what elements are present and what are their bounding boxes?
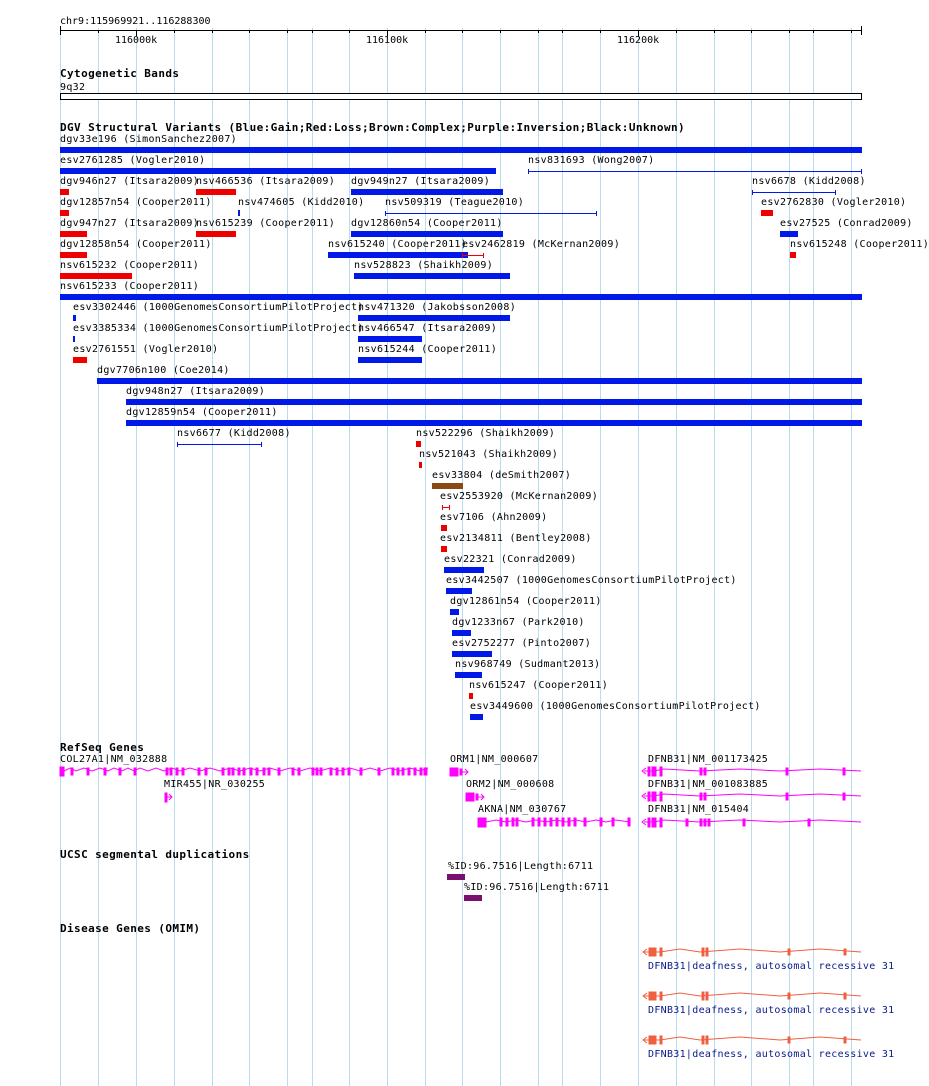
- dgv-feature-label[interactable]: esv33804 (deSmith2007): [432, 470, 572, 481]
- dgv-feature-bar[interactable]: [328, 252, 468, 258]
- dgv-feature-label[interactable]: dgv948n27 (Itsara2009): [126, 386, 266, 397]
- dgv-feature-bar[interactable]: [60, 210, 69, 216]
- dgv-feature-label[interactable]: esv22321 (Conrad2009): [444, 554, 577, 565]
- dgv-feature-bar[interactable]: [469, 693, 473, 699]
- refseq-track-title: RefSeq Genes: [60, 741, 145, 754]
- cytoband-ideogram[interactable]: [0, 92, 890, 104]
- dgv-feature-bar[interactable]: [351, 189, 503, 195]
- dgv-feature-label[interactable]: esv7106 (Ahn2009): [440, 512, 548, 523]
- gene-label[interactable]: MIR455|NR_030255: [164, 779, 266, 790]
- dgv-feature-label[interactable]: nsv615232 (Cooper2011): [60, 260, 200, 271]
- dgv-track-title: DGV Structural Variants (Blue:Gain;Red:Loss;Brown:Complex;Purple:Inversion;Black:Unknown): [60, 121, 686, 134]
- dgv-feature-label[interactable]: esv2462819 (McKernan2009): [462, 239, 621, 250]
- omim-label[interactable]: DFNB31|deafness, autosomal recessive 31: [648, 1005, 895, 1016]
- dgv-feature-bar[interactable]: [432, 483, 463, 489]
- dgv-feature-label[interactable]: nsv471320 (Jakobsson2008): [358, 302, 517, 313]
- dgv-feature-bar[interactable]: [452, 630, 471, 636]
- dgv-feature-label[interactable]: nsv615244 (Cooper2011): [358, 344, 498, 355]
- dgv-feature-label[interactable]: nsv615247 (Cooper2011): [469, 680, 609, 691]
- dgv-feature-label[interactable]: esv27525 (Conrad2009): [780, 218, 913, 229]
- dgv-feature-label[interactable]: esv2134811 (Bentley2008): [440, 533, 592, 544]
- dgv-feature-bar[interactable]: [60, 273, 132, 279]
- dgv-feature-label[interactable]: nsv615239 (Cooper2011): [196, 218, 336, 229]
- dgv-feature-bar[interactable]: [126, 420, 862, 426]
- dgv-feature-label[interactable]: dgv12860n54 (Cooper2011): [351, 218, 503, 229]
- segdup-label[interactable]: %ID:96.7516|Length:6711: [464, 882, 610, 893]
- dgv-feature-bar[interactable]: [73, 357, 87, 363]
- dgv-feature-bar[interactable]: [462, 253, 484, 258]
- dgv-feature-label[interactable]: dgv12857n54 (Cooper2011): [60, 197, 212, 208]
- dgv-feature-label[interactable]: dgv12858n54 (Cooper2011): [60, 239, 212, 250]
- dgv-feature-label[interactable]: nsv509319 (Teague2010): [385, 197, 525, 208]
- dgv-feature-bar[interactable]: [790, 252, 796, 258]
- dgv-feature-label[interactable]: dgv33e196 (SimonSanchez2007): [60, 134, 237, 145]
- dgv-feature-bar[interactable]: [60, 147, 862, 153]
- dgv-feature-bar[interactable]: [196, 189, 236, 195]
- ruler-tick-label: 116000k: [115, 35, 158, 46]
- segdup-track-title: UCSC segmental duplications: [60, 848, 250, 861]
- dgv-feature-label[interactable]: nsv466536 (Itsara2009): [196, 176, 336, 187]
- dgv-feature-bar[interactable]: [60, 294, 862, 300]
- dgv-feature-bar[interactable]: [419, 462, 422, 468]
- dgv-feature-bar[interactable]: [450, 609, 459, 615]
- dgv-feature-bar[interactable]: [73, 315, 76, 321]
- dgv-feature-bar[interactable]: [528, 169, 862, 174]
- dgv-feature-bar[interactable]: [441, 525, 447, 531]
- dgv-feature-bar[interactable]: [446, 588, 472, 594]
- dgv-feature-label[interactable]: dgv12861n54 (Cooper2011): [450, 596, 602, 607]
- dgv-feature-bar[interactable]: [358, 315, 510, 321]
- dgv-feature-label[interactable]: esv2761551 (Vogler2010): [73, 344, 219, 355]
- omim-label[interactable]: DFNB31|deafness, autosomal recessive 31: [648, 1049, 895, 1060]
- ruler-tick-label: 116100k: [366, 35, 409, 46]
- dgv-feature-label[interactable]: nsv615248 (Cooper2011): [790, 239, 929, 250]
- gene-label[interactable]: DFNB31|NM_001173425: [648, 754, 769, 765]
- ruler-tick-label: 116200k: [617, 35, 660, 46]
- dgv-feature-label[interactable]: nsv474605 (Kidd2010): [238, 197, 365, 208]
- dgv-feature-label[interactable]: esv3442507 (1000GenomesConsortiumPilotProject): [446, 575, 737, 586]
- segdup-bar[interactable]: [447, 874, 465, 880]
- gene-label[interactable]: COL27A1|NM_032888: [60, 754, 168, 765]
- gene-label[interactable]: ORM2|NM_000608: [466, 779, 555, 790]
- dgv-feature-bar[interactable]: [238, 210, 240, 216]
- dgv-feature-label[interactable]: nsv6677 (Kidd2008): [177, 428, 291, 439]
- dgv-feature-label[interactable]: nsv466547 (Itsara2009): [358, 323, 498, 334]
- dgv-feature-label[interactable]: nsv615233 (Cooper2011): [60, 281, 200, 292]
- dgv-feature-bar[interactable]: [60, 252, 87, 258]
- dgv-feature-bar[interactable]: [354, 273, 510, 279]
- dgv-feature-label[interactable]: esv2761285 (Vogler2010): [60, 155, 206, 166]
- gene-label[interactable]: DFNB31|NM_001083885: [648, 779, 769, 790]
- segdup-label[interactable]: %ID:96.7516|Length:6711: [448, 861, 594, 872]
- dgv-feature-label[interactable]: dgv947n27 (Itsara2009): [60, 218, 200, 229]
- dgv-feature-bar[interactable]: [761, 210, 773, 216]
- dgv-feature-label[interactable]: nsv615240 (Cooper2011): [328, 239, 468, 250]
- dgv-feature-label[interactable]: esv2752277 (Pinto2007): [452, 638, 592, 649]
- gene-label[interactable]: DFNB31|NM_015404: [648, 804, 750, 815]
- dgv-feature-label[interactable]: dgv946n27 (Itsara2009): [60, 176, 200, 187]
- dgv-feature-bar[interactable]: [358, 357, 422, 363]
- dgv-feature-label[interactable]: esv2553920 (McKernan2009): [440, 491, 599, 502]
- dgv-feature-label[interactable]: nsv522296 (Shaikh2009): [416, 428, 556, 439]
- dgv-feature-label[interactable]: dgv12859n54 (Cooper2011): [126, 407, 278, 418]
- gene-label[interactable]: ORM1|NM_000607: [450, 754, 539, 765]
- omim-label[interactable]: DFNB31|deafness, autosomal recessive 31: [648, 961, 895, 972]
- dgv-feature-bar[interactable]: [73, 336, 75, 342]
- cytoband-label: 9q32: [60, 82, 86, 93]
- dgv-feature-label[interactable]: dgv7706n100 (Coe2014): [97, 365, 230, 376]
- dgv-feature-bar[interactable]: [60, 231, 87, 237]
- refseq-gene-models[interactable]: [0, 760, 890, 840]
- omim-track-title: Disease Genes (OMIM): [60, 922, 201, 935]
- dgv-feature-bar[interactable]: [60, 168, 496, 174]
- dgv-feature-bar[interactable]: [196, 231, 236, 237]
- dgv-feature-label[interactable]: nsv528823 (Shaikh2009): [354, 260, 494, 271]
- dgv-feature-bar[interactable]: [752, 190, 836, 195]
- dgv-feature-label[interactable]: esv3385334 (1000GenomesConsortiumPilotProject): [73, 323, 364, 334]
- dgv-feature-bar[interactable]: [126, 399, 862, 405]
- dgv-feature-label[interactable]: nsv831693 (Wong2007): [528, 155, 655, 166]
- dgv-feature-label[interactable]: esv3449600 (1000GenomesConsortiumPilotProject): [470, 701, 761, 712]
- dgv-feature-bar[interactable]: [416, 441, 421, 447]
- dgv-feature-label[interactable]: esv2762830 (Vogler2010): [761, 197, 907, 208]
- dgv-feature-bar[interactable]: [455, 672, 482, 678]
- location-label: chr9:115969921..116288300: [60, 16, 211, 27]
- cytoband-track-title: Cytogenetic Bands: [60, 67, 180, 80]
- dgv-feature-label[interactable]: nsv521043 (Shaikh2009): [419, 449, 559, 460]
- dgv-feature-label[interactable]: nsv968749 (Sudmant2013): [455, 659, 601, 670]
- segdup-bar[interactable]: [464, 895, 482, 901]
- dgv-feature-bar[interactable]: [385, 211, 597, 216]
- dgv-feature-bar[interactable]: [444, 567, 484, 573]
- dgv-feature-label[interactable]: nsv6678 (Kidd2008): [752, 176, 866, 187]
- dgv-feature-bar[interactable]: [470, 714, 483, 720]
- dgv-feature-label[interactable]: esv3302446 (1000GenomesConsortiumPilotProject): [73, 302, 364, 313]
- dgv-feature-label[interactable]: dgv1233n67 (Park2010): [452, 617, 585, 628]
- dgv-feature-bar[interactable]: [60, 189, 69, 195]
- dgv-feature-bar[interactable]: [452, 651, 492, 657]
- dgv-feature-bar[interactable]: [97, 378, 862, 384]
- dgv-feature-bar[interactable]: [780, 231, 798, 237]
- dgv-feature-bar[interactable]: [442, 505, 450, 510]
- dgv-feature-bar[interactable]: [441, 546, 447, 552]
- dgv-feature-bar[interactable]: [358, 336, 422, 342]
- dgv-feature-bar[interactable]: [177, 442, 262, 447]
- dgv-feature-bar[interactable]: [351, 231, 503, 237]
- gene-label[interactable]: AKNA|NM_030767: [478, 804, 567, 815]
- dgv-feature-label[interactable]: dgv949n27 (Itsara2009): [351, 176, 491, 187]
